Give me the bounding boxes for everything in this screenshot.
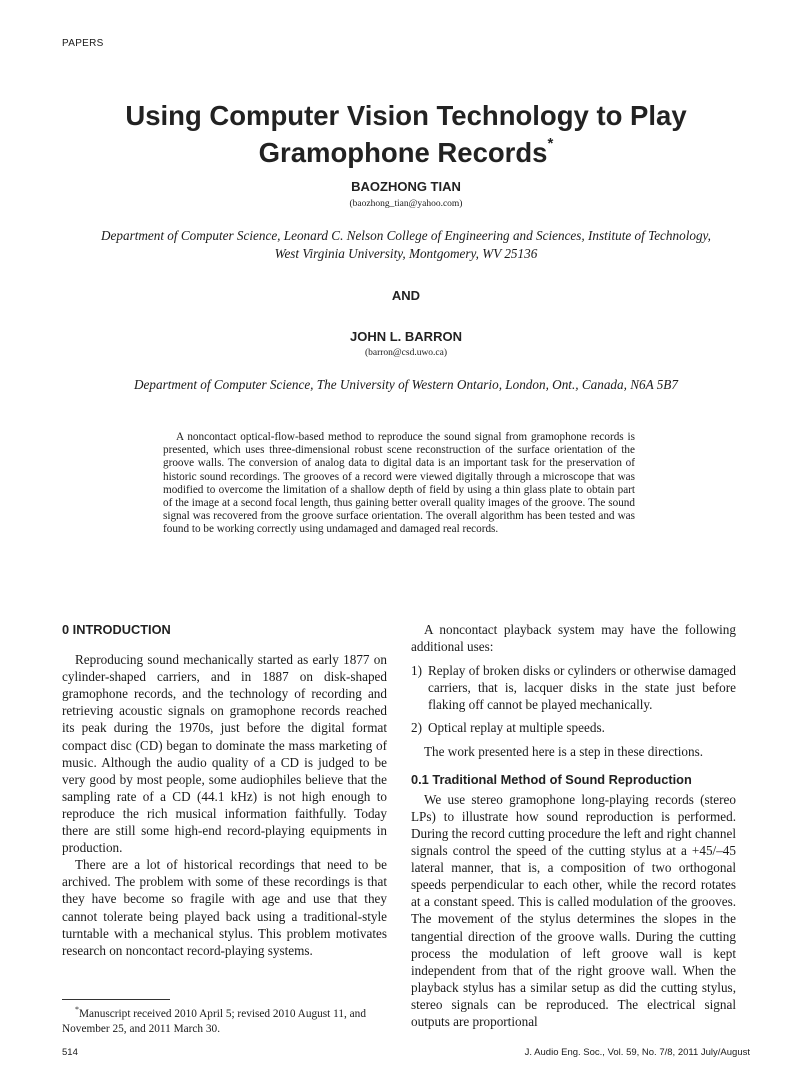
list-item	[411, 662, 736, 713]
right-column	[411, 621, 736, 1030]
author-email-1: (baozhong_tian@yahoo.com)	[349, 199, 463, 209]
subsection-paragraph: We use stereo gramophone long-playing records (stereo LPs) to illustrate how sound reproduction is performed. During the record cutting procedure the left and right channel signals control the speed of the cutting stylus at a +45/–45 lateral manner, that is, a composition of two orthogonal speeds perpendicular to each other, while the record rotates at a constant speed. This is called modulation of the grooves. The movement of the stylus determines the slopes in the tangential direction of the groove walls. During the cutting process the modulation of left groove wall is kept independent from that of the right groove wall. When the playback stylus has a similar setup as did the cutting stylus, stereo signals can be reproduced. The electrical signal outputs are proportional	[411, 791, 736, 1029]
abstract	[163, 431, 635, 537]
title-line-2: Gramophone Records	[258, 137, 548, 169]
footnote	[62, 1002, 387, 1037]
abstract-text: A noncontact optical-flow-based method to reproduce the sound signal from gramophone records is presented, which uses three-dimensional robust scene reconstruction of the surface orientation of the groove walls. The conversion of analog data to digital data is an important task for the preservation of historic sound recordings. The grooves of a record were viewed digitally through a microscope that was modified to overcome the limitation of a shallow depth of field by using a thin glass plate to obtain part of the image at a second focal length, thus gaining better overall quality images of the groove. The sound signal was recovered from the groove surface orientation. The overall algorithm has been tested and was found to be working correctly using undamaged and damaged real records.	[163, 431, 635, 536]
author-email-2: (barron@csd.uwo.ca)	[364, 348, 448, 358]
affiliation-1-line-1: Department of Computer Science, Leonard C. Nelson College of Engineering and Sciences, Institute of Technology,	[101, 228, 711, 243]
list-item-number: 1)	[411, 663, 422, 679]
footnote-divider	[62, 999, 170, 1000]
subsection-heading: 0.1 Traditional Method of Sound Reproduction	[411, 771, 692, 787]
author-affiliation-1	[40, 227, 772, 263]
right-lead-paragraph: A noncontact playback system may have the following additional uses:	[411, 622, 736, 655]
page-number: 514	[62, 1047, 78, 1058]
intro-heading: 0 INTRODUCTION	[62, 622, 171, 637]
author-affiliation-2: Department of Computer Science, The University of Western Ontario, London, Ont., Canada, N6A 5B7	[134, 377, 678, 392]
footnote-text: Manuscript received 2010 April 5; revised 2010 August 11, and November 25, and 2011 March 30.	[62, 1007, 366, 1035]
title-footnote-mark: *	[547, 135, 554, 152]
after-list-paragraph: The work presented here is a step in these directions.	[424, 743, 704, 759]
left-column	[62, 621, 387, 959]
author-name-2: JOHN L. BARRON	[350, 329, 462, 344]
list-item-number: 2)	[411, 720, 422, 736]
intro-paragraph: There are a lot of historical recordings that need to be archived. The problem with some of these recordings is that they have become so fragile with age and use that they cannot tolerate being played back using a traditional-style turntable with a mechanical stylus. This problem motivates research on noncontact record-playing systems.	[62, 857, 387, 958]
title-line-1: Using Computer Vision Technology to Play	[125, 100, 687, 131]
and-separator: AND	[391, 288, 421, 303]
author-name-1: BAOZHONG TIAN	[351, 179, 461, 194]
footnote-mark: *	[75, 1005, 79, 1014]
paper-title	[60, 100, 752, 169]
affiliation-1-line-2: West Virginia University, Montgomery, WV 25136	[274, 246, 538, 261]
list-item	[411, 719, 736, 736]
intro-paragraph: Reproducing sound mechanically started as early 1877 on cylinder-shaped carriers, and in 1887 on disk-shaped gramophone records, and the technology of recording and retrieving acoustic signals on gramophone records reached its peak during the 1970s, just before the digital format compact disc (CD) began to dominate the mass marketing of music. Although the audio quality of a CD is judged to be very good by most people, some audiophiles believe that the sampling rate of a CD (44.1 kHz) is not high enough to reproduce the rich musical information faithfully. Today there are still some high-end record-playing equipments in production.	[62, 652, 387, 856]
list-item-text: Optical replay at multiple speeds.	[428, 720, 605, 736]
list-item-text: Replay of broken disks or cylinders or otherwise damaged carriers, that is, lacquer disks in the state just before flaking off cannot be played mechanically.	[428, 663, 736, 713]
section-label: PAPERS	[62, 38, 104, 49]
journal-citation: J. Audio Eng. Soc., Vol. 59, No. 7/8, 2011 July/August	[524, 1047, 750, 1058]
